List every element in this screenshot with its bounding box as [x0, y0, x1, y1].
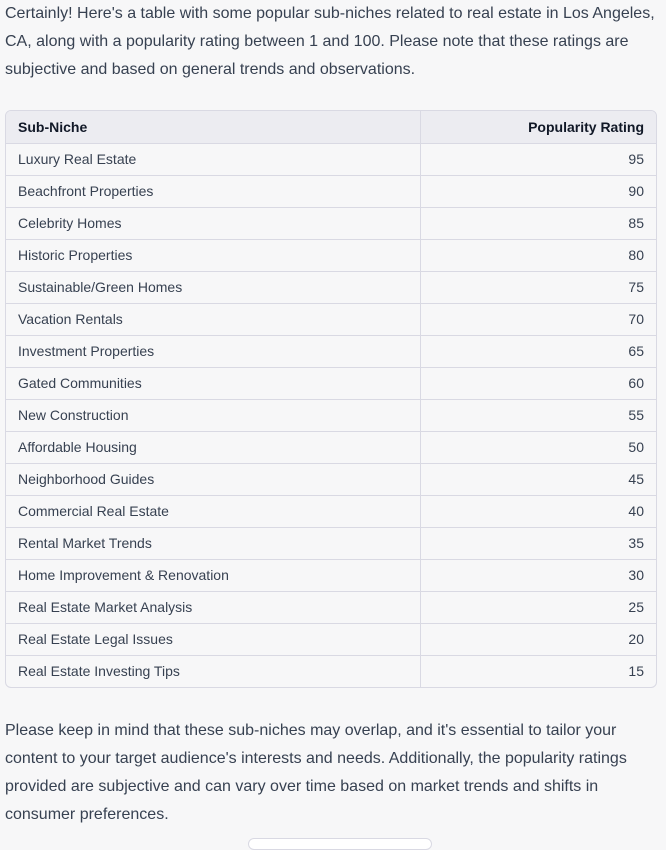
- table-row: [6, 175, 656, 207]
- popularity-rating-cell: 20: [420, 623, 656, 655]
- table-row: [6, 623, 656, 655]
- sub-niche-cell: Historic Properties: [6, 239, 420, 271]
- table-row: [6, 559, 656, 591]
- sub-niche-cell: New Construction: [6, 399, 420, 431]
- table-row: [6, 367, 656, 399]
- popularity-rating-cell: 30: [420, 559, 656, 591]
- sub-niche-cell: Rental Market Trends: [6, 527, 420, 559]
- table-row: [6, 399, 656, 431]
- intro-paragraph: Certainly! Here's a table with some popular sub-niches related to real estate in Los Angeles, CA, along with a popularity rating between 1 and 100. Please note that these ratings are subjective and based on general trends and observations.: [5, 5, 655, 78]
- sub-niche-cell: Commercial Real Estate: [6, 495, 420, 527]
- sub-niche-cell: Neighborhood Guides: [6, 463, 420, 495]
- sub-niche-cell: Real Estate Investing Tips: [6, 655, 420, 687]
- table-row: [6, 431, 656, 463]
- table-row: [6, 527, 656, 559]
- popularity-rating-cell: 80: [420, 239, 656, 271]
- table-header-row: [6, 111, 656, 143]
- sub-niche-cell: Celebrity Homes: [6, 207, 420, 239]
- sub-niche-cell: Gated Communities: [6, 367, 420, 399]
- sub-niche-cell: Sustainable/Green Homes: [6, 271, 420, 303]
- popularity-rating-cell: 90: [420, 175, 656, 207]
- table-body: [6, 143, 656, 687]
- table-row: [6, 655, 656, 687]
- popularity-rating-cell: 95: [420, 143, 656, 175]
- popularity-rating-cell: 55: [420, 399, 656, 431]
- table-row: [6, 271, 656, 303]
- table-row: [6, 495, 656, 527]
- header-sub-niche: Sub-Niche: [6, 111, 420, 143]
- sub-niche-cell: Real Estate Market Analysis: [6, 591, 420, 623]
- assistant-message: [5, 0, 657, 829]
- popularity-rating-cell: 60: [420, 367, 656, 399]
- sub-niche-table-container: [5, 110, 657, 688]
- popularity-rating-cell: 50: [420, 431, 656, 463]
- sub-niche-cell: Investment Properties: [6, 335, 420, 367]
- sub-niche-cell: Affordable Housing: [6, 431, 420, 463]
- sub-niche-cell: Luxury Real Estate: [6, 143, 420, 175]
- table-row: [6, 303, 656, 335]
- table-row: [6, 591, 656, 623]
- popularity-rating-cell: 15: [628, 663, 644, 680]
- popularity-rating-cell: 70: [420, 303, 656, 335]
- sub-niche-table: [6, 111, 656, 687]
- table-row: [6, 143, 656, 175]
- scroll-to-bottom-button[interactable]: [248, 838, 432, 850]
- sub-niche-cell: Real Estate Legal Issues: [6, 623, 420, 655]
- table-row: [6, 239, 656, 271]
- outro-paragraph: Please keep in mind that these sub-niches may overlap, and it's essential to tailor your content to your target audience's interests and needs. Additionally, the popularity ratings provided are subjective and can vary over time based on market trends and shifts in consumer preferences.: [5, 722, 627, 823]
- popularity-rating-cell: 25: [420, 591, 656, 623]
- sub-niche-cell: Home Improvement & Renovation: [6, 559, 420, 591]
- popularity-rating-cell: 40: [420, 495, 656, 527]
- popularity-rating-cell: 65: [420, 335, 656, 367]
- popularity-rating-cell: 45: [420, 463, 656, 495]
- popularity-rating-cell: 85: [420, 207, 656, 239]
- table-row: [6, 207, 656, 239]
- table-row: [6, 335, 656, 367]
- table-row: [6, 463, 656, 495]
- popularity-rating-cell: 75: [420, 271, 656, 303]
- header-popularity-rating: Popularity Rating: [420, 111, 656, 143]
- sub-niche-cell: Beachfront Properties: [6, 175, 420, 207]
- popularity-rating-cell: 35: [420, 527, 656, 559]
- sub-niche-cell: Vacation Rentals: [6, 303, 420, 335]
